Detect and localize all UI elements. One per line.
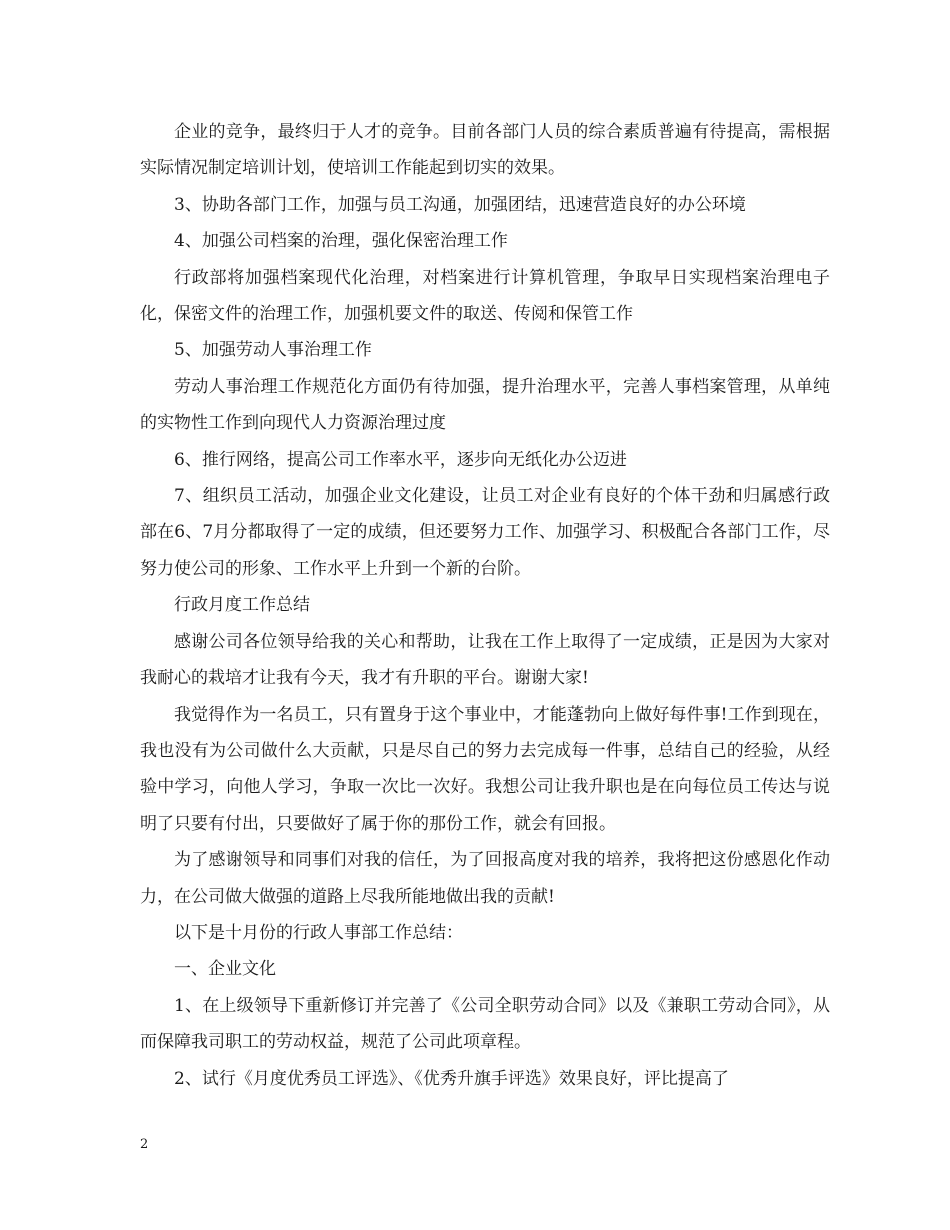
paragraph-talent-competition: 企业的竞争，最终归于人才的竞争。目前各部门人员的综合素质普遍有待提高，需根据实际情况制定培训计划，使培训工作能起到切实的效果。: [140, 122, 830, 179]
paragraph-item-4-heading: 4、加强公司档案的治理，强化保密治理工作: [174, 231, 508, 252]
paragraph-culture-item-1: 1、在上级领导下重新修订并完善了《公司全职劳动合同》以及《兼职工劳动合同》，从而保障我司职工的劳动权益，规范了公司此项章程。: [140, 995, 830, 1053]
paragraph-gratitude: 为了感谢领导和同事们对我的信任，为了回报高度对我的培养，我将把这份感恩化作动力，在公司做大做强的道路上尽我所能地做出我的贡献!: [140, 850, 830, 907]
paragraph-thanks-leaders: 感谢公司各位领导给我的关心和帮助，让我在工作上取得了一定成绩，正是因为大家对我耐心的栽培才让我有今天，我才有升职的平台。谢谢大家!: [140, 631, 830, 689]
paragraph-october-summary-intro: 以下是十月份的行政人事部工作总结：: [174, 922, 463, 943]
section-heading-monthly-summary: 行政月度工作总结: [174, 595, 310, 616]
section-heading-corporate-culture: 一、企业文化: [174, 959, 276, 980]
paragraph-item-3-heading: 3、协助各部门工作，加强与员工沟通，加强团结，迅速营造良好的办公环境: [174, 194, 746, 215]
paragraph-personnel-management: 劳动人事治理工作规范化方面仍有待加强，提升治理水平，完善人事档案管理，从单纯的实物性工作到向现代人力资源治理过度: [140, 376, 830, 434]
paragraph-item-5-heading: 5、加强劳动人事治理工作: [174, 340, 372, 361]
paragraph-item-7-staff-activities: 7、组织员工活动，加强企业文化建设，让员工对企业有良好的个体干劲和归属感行政部在6、7月分都取得了一定的成绩，但还要努力工作、加强学习、积极配合各部门工作，尽努力使公司的形象、工作水平上升到一个新的台阶。: [140, 486, 830, 579]
paragraph-item-6-heading: 6、推行网络，提高公司工作率水平，逐步向无纸化办公迈进: [174, 449, 627, 470]
paragraph-archive-management: 行政部将加强档案现代化治理，对档案进行计算机管理，争取早日实现档案治理电子化，保密文件的治理工作，加强机要文件的取送、传阅和保管工作: [140, 267, 830, 325]
page-number: 2: [140, 1137, 149, 1152]
paragraph-culture-item-2: 2、试行《月度优秀员工评选》、《优秀升旗手评选》效果良好，评比提高了: [174, 1068, 729, 1089]
document-body: [140, 114, 830, 1097]
paragraph-employee-reflection: 我觉得作为一名员工，只有置身于这个事业中，才能蓬勃向上做好每件事!工作到现在，我也没有为公司做什么大贡献，只是尽自己的努力去完成每一件事，总结自己的经验，从经验中学习，向他人学习，争取一次比一次好。我想公司让我升职也是在向每位员工传达与说明了只要有付出，只要做好了属于你的那份工作，就会有回报。: [140, 704, 830, 834]
